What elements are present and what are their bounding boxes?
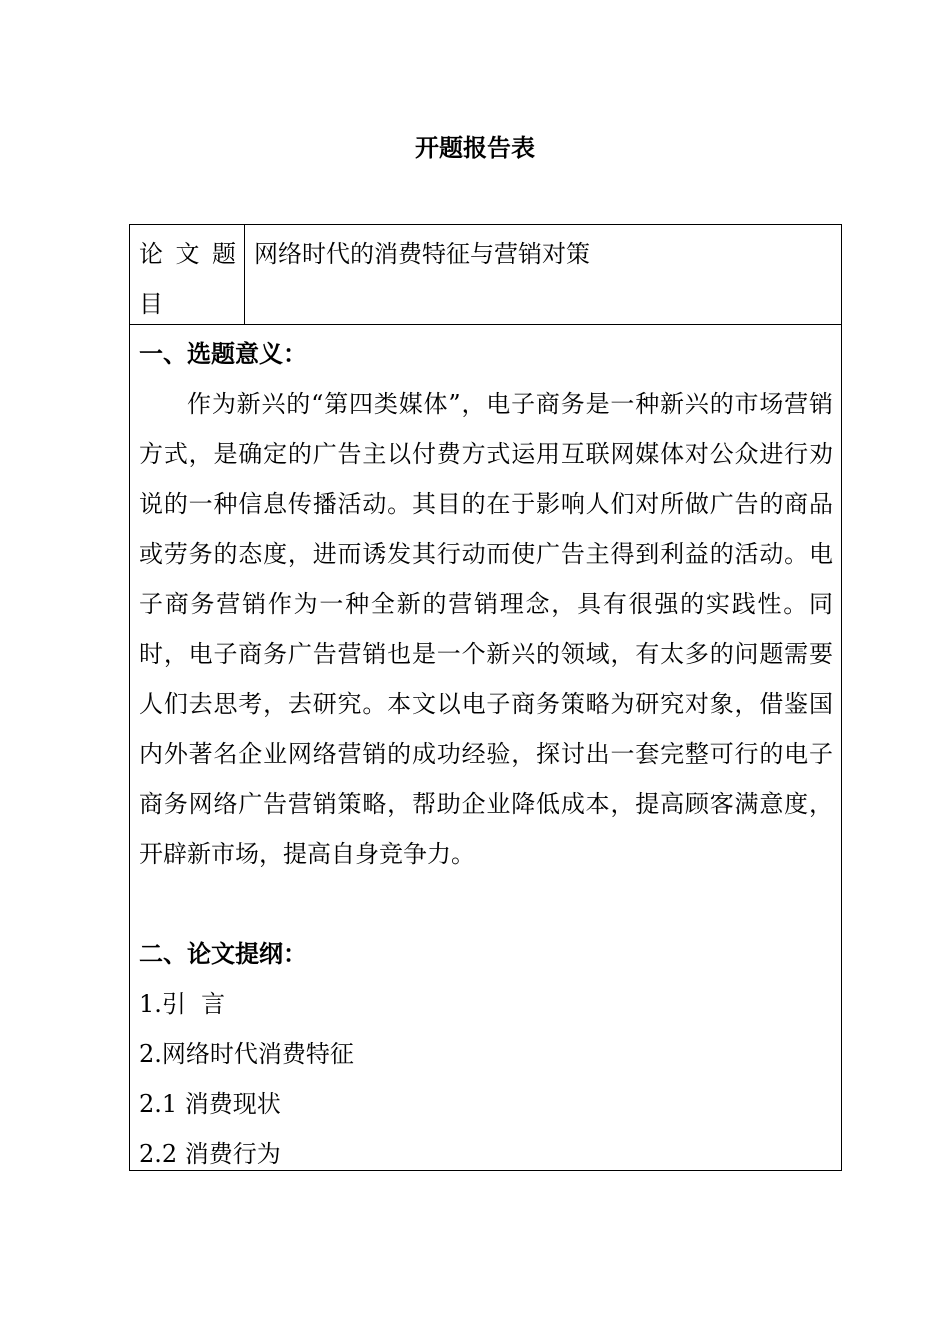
outline-item-4: 2.2 消费行为 [139, 1140, 281, 1168]
outline-item-3: 2.1 消费现状 [139, 1090, 281, 1118]
thesis-title-label-line2: 目 [139, 290, 163, 318]
thesis-title-value: 网络时代的消费特征与营销对策 [254, 240, 590, 268]
thesis-title-label-line1: 论 文 题 [139, 240, 236, 268]
page-title: 开题报告表 [415, 133, 535, 162]
section-outline-heading: 二、论文提纲： [139, 939, 307, 968]
thesis-title-label [130, 225, 245, 324]
outline-item-2: 2.网络时代消费特征 [139, 1040, 354, 1068]
blank-line [139, 879, 833, 929]
report-table [129, 224, 842, 1171]
content-cell [130, 325, 841, 1179]
section-significance-heading: 一、选题意义： [139, 339, 307, 368]
outline-item-1: 1.引 言 [139, 990, 226, 1018]
section-significance-paragraph: 作为新兴的“第四类媒体”，电子商务是一种新兴的市场营销方式，是确定的广告主以付费方式运用互联网媒体对公众进行劝说的一种信息传播活动。其目的在于影响人们对所做广告的商品或劳务的态度，进而诱发其行动而使广告主得到利益的活动。电子商务营销作为一种全新的营销理念，具有很强的实践性。同时，电子商务广告营销也是一个新兴的领域，有太多的问题需要人们去思考，去研究。本文以电子商务策略为研究对象，借鉴国内外著名企业网络营销的成功经验，探讨出一套完整可行的电子商务网络广告营销策略，帮助企业降低成本，提高顾客满意度，开辟新市场，提高自身竞争力。 [139, 390, 833, 868]
thesis-title-row [130, 225, 841, 325]
